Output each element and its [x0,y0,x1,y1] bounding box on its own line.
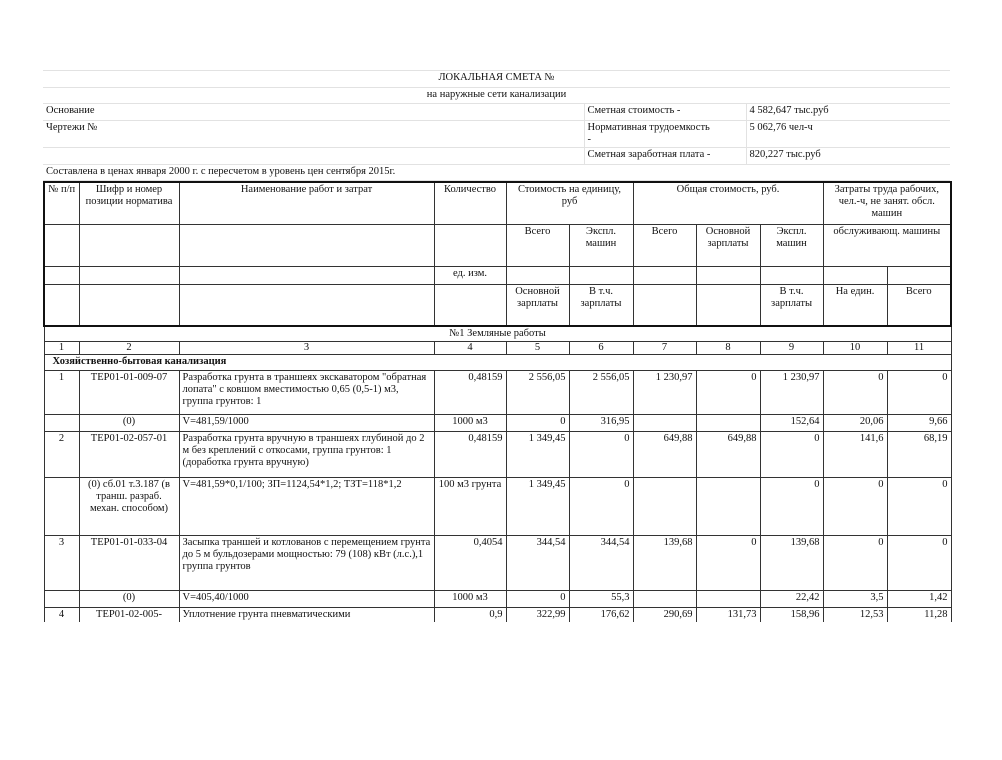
col-total-cost-header: Общая стоимость, руб. [633,182,823,224]
header-blank [434,284,506,326]
row-code: ТЕР01-02-057-01 [79,432,179,478]
row-c8: 649,88 [696,432,760,478]
basis-label: Основание [43,104,584,121]
row-qty: 0,9 [434,608,506,623]
row-c7 [633,415,696,432]
row-c5: 1 349,45 [506,478,569,536]
row-c8 [696,415,760,432]
estimated-cost-value: 4 582,647 тыс.руб [746,104,950,121]
header-blank [696,266,760,284]
row-qty: 0,48159 [434,371,506,415]
row-name: V=481,59/1000 [179,415,434,432]
row-c6: 55,3 [569,591,633,608]
row-c5: 0 [506,415,569,432]
row-c9: 0 [760,432,823,478]
unit-machine-header: Экспл. машин [569,224,633,266]
section-title: №1 Земляные работы [44,326,951,342]
row-c10: 0 [823,536,887,591]
row-c8: 0 [696,371,760,415]
labor-all-header: Всего [887,284,951,326]
row-c6: 0 [569,478,633,536]
column-number: 8 [696,342,760,355]
unit-basic-salary-header: Основной зарплаты [506,284,569,326]
estimate-table [43,181,952,622]
row-c7 [633,591,696,608]
column-number: 5 [506,342,569,355]
row-c9: 22,42 [760,591,823,608]
column-number: 10 [823,342,887,355]
estimated-cost-label: Сметная стоимость - [584,104,746,121]
row-name: Засыпка траншей и котлованов с перемещением грунта до 5 м бульдозерами мощностью: 79 (108) кВт (л.с.),1 группа грунтов [179,536,434,591]
row-c10: 20,06 [823,415,887,432]
row-num: 2 [44,432,79,478]
maint-machines-header: обслуживающ. машины [823,224,951,266]
header-blank [79,284,179,326]
column-number: 2 [79,342,179,355]
header-blank [506,266,569,284]
row-qty: 1000 м3 [434,415,506,432]
col-name-header: Наименование работ и затрат [179,182,434,224]
header-blank [823,266,887,284]
col-unit-cost-header: Стоимость на единицу, руб [506,182,633,224]
labor-value: 5 062,76 чел-ч [746,121,950,148]
subsection-title: Хозяйственно-бытовая канализация [44,355,951,371]
total-incl-salary-header: В т.ч. зарплаты [760,284,823,326]
row-c8: 0 [696,536,760,591]
column-number: 1 [44,342,79,355]
col-qty-header: Количество [434,182,506,224]
empty-cell [43,148,584,165]
row-code: (0) [79,415,179,432]
row-name: V=405,40/1000 [179,591,434,608]
row-c10: 0 [823,371,887,415]
row-c6: 176,62 [569,608,633,623]
header-blank [633,284,696,326]
header-blank [179,266,434,284]
col-num-header: № п/п [44,182,79,224]
column-number: 11 [887,342,951,355]
row-c6: 316,95 [569,415,633,432]
row-c5: 0 [506,591,569,608]
salary-label: Сметная заработная плата - [584,148,746,165]
table-row [44,608,951,623]
row-c9: 0 [760,478,823,536]
row-num [44,478,79,536]
table-row [44,478,951,536]
prices-note: Составлена в ценах января 2000 г. с пересчетом в уровень цен сентября 2015г. [43,165,950,181]
row-c11: 0 [887,371,951,415]
row-c8: 131,73 [696,608,760,623]
row-c7: 290,69 [633,608,696,623]
header-blank [44,266,79,284]
column-numbers-row [44,342,951,355]
total-machine-header: Экспл. машин [760,224,823,266]
row-num [44,591,79,608]
header-blank [760,266,823,284]
row-code: (0) [79,591,179,608]
row-c5: 2 556,05 [506,371,569,415]
row-c7: 1 230,97 [633,371,696,415]
row-c10: 3,5 [823,591,887,608]
row-code: ТЕР01-01-033-04 [79,536,179,591]
row-c11: 0 [887,536,951,591]
row-num: 4 [44,608,79,623]
row-c5: 1 349,45 [506,432,569,478]
column-number: 9 [760,342,823,355]
row-qty: 1000 м3 [434,591,506,608]
table-row [44,591,951,608]
row-c5: 344,54 [506,536,569,591]
header-blank [179,284,434,326]
column-number: 6 [569,342,633,355]
total-basic-salary-header: Основной зарплаты [696,224,760,266]
table-row [44,371,951,415]
document-subtitle: на наружные сети канализации [43,88,950,104]
row-code: ТЕР01-01-009-07 [79,371,179,415]
salary-value: 820,227 тыс.руб [746,148,950,165]
row-c11: 0 [887,478,951,536]
column-number: 4 [434,342,506,355]
row-c11: 11,28 [887,608,951,623]
row-code: (0) сб.01 т.3.187 (в транш. разраб. механ. способом) [79,478,179,536]
row-c6: 344,54 [569,536,633,591]
header-blank [44,284,79,326]
row-c8 [696,478,760,536]
row-name: Уплотнение грунта пневматическими [179,608,434,623]
row-c5: 322,99 [506,608,569,623]
estimate-sheet [43,70,950,622]
col-code-header: Шифр и номер позиции норматива [79,182,179,224]
header-blank [79,266,179,284]
table-row [44,536,951,591]
header-blank [887,266,951,284]
row-c10: 0 [823,478,887,536]
header-blank [44,224,79,266]
table-row [44,432,951,478]
row-num [44,415,79,432]
labor-label: Нормативная трудоемкость - [584,121,746,148]
row-c10: 12,53 [823,608,887,623]
col-labor-header: Затраты труда рабочих, чел.-ч, не занят. обсл. машин [823,182,951,224]
row-name: Разработка грунта в траншеях экскаватором "обратная лопата" с ковшом вместимостью 0,65 (0,5-1) м3, группа грунтов: 1 [179,371,434,415]
header-blank [179,224,434,266]
row-c7 [633,478,696,536]
row-c11: 68,19 [887,432,951,478]
row-code: ТЕР01-02-005- [79,608,179,623]
header-blank [79,224,179,266]
row-c6: 2 556,05 [569,371,633,415]
row-c9: 158,96 [760,608,823,623]
estimate-header [43,70,950,181]
column-number: 7 [633,342,696,355]
total-all-header: Всего [633,224,696,266]
document-title: ЛОКАЛЬНАЯ СМЕТА № [43,71,950,88]
unit-incl-salary-header: В т.ч. зарплаты [569,284,633,326]
column-number: 3 [179,342,434,355]
row-c10: 141,6 [823,432,887,478]
row-c11: 9,66 [887,415,951,432]
row-c9: 152,64 [760,415,823,432]
row-c8 [696,591,760,608]
unit-all-header: Всего [506,224,569,266]
row-c9: 139,68 [760,536,823,591]
table-row [44,415,951,432]
row-num: 3 [44,536,79,591]
row-name: V=481,59*0,1/100; ЗП=1124,54*1,2; ТЗТ=118*1,2 [179,478,434,536]
row-c7: 649,88 [633,432,696,478]
row-c9: 1 230,97 [760,371,823,415]
per-unit-header: На един. [823,284,887,326]
row-c11: 1,42 [887,591,951,608]
row-c6: 0 [569,432,633,478]
row-c7: 139,68 [633,536,696,591]
header-blank [569,266,633,284]
row-qty: 0,4054 [434,536,506,591]
row-qty: 100 м3 грунта [434,478,506,536]
header-blank [633,266,696,284]
drawings-label: Чертежи № [43,121,584,148]
row-qty: 0,48159 [434,432,506,478]
unit-measure-header: ед. изм. [434,266,506,284]
row-name: Разработка грунта вручную в траншеях глубиной до 2 м без креплений с откосами, группа грунтов: 1 (доработка грунта вручную) [179,432,434,478]
row-num: 1 [44,371,79,415]
header-blank [696,284,760,326]
header-blank [434,224,506,266]
